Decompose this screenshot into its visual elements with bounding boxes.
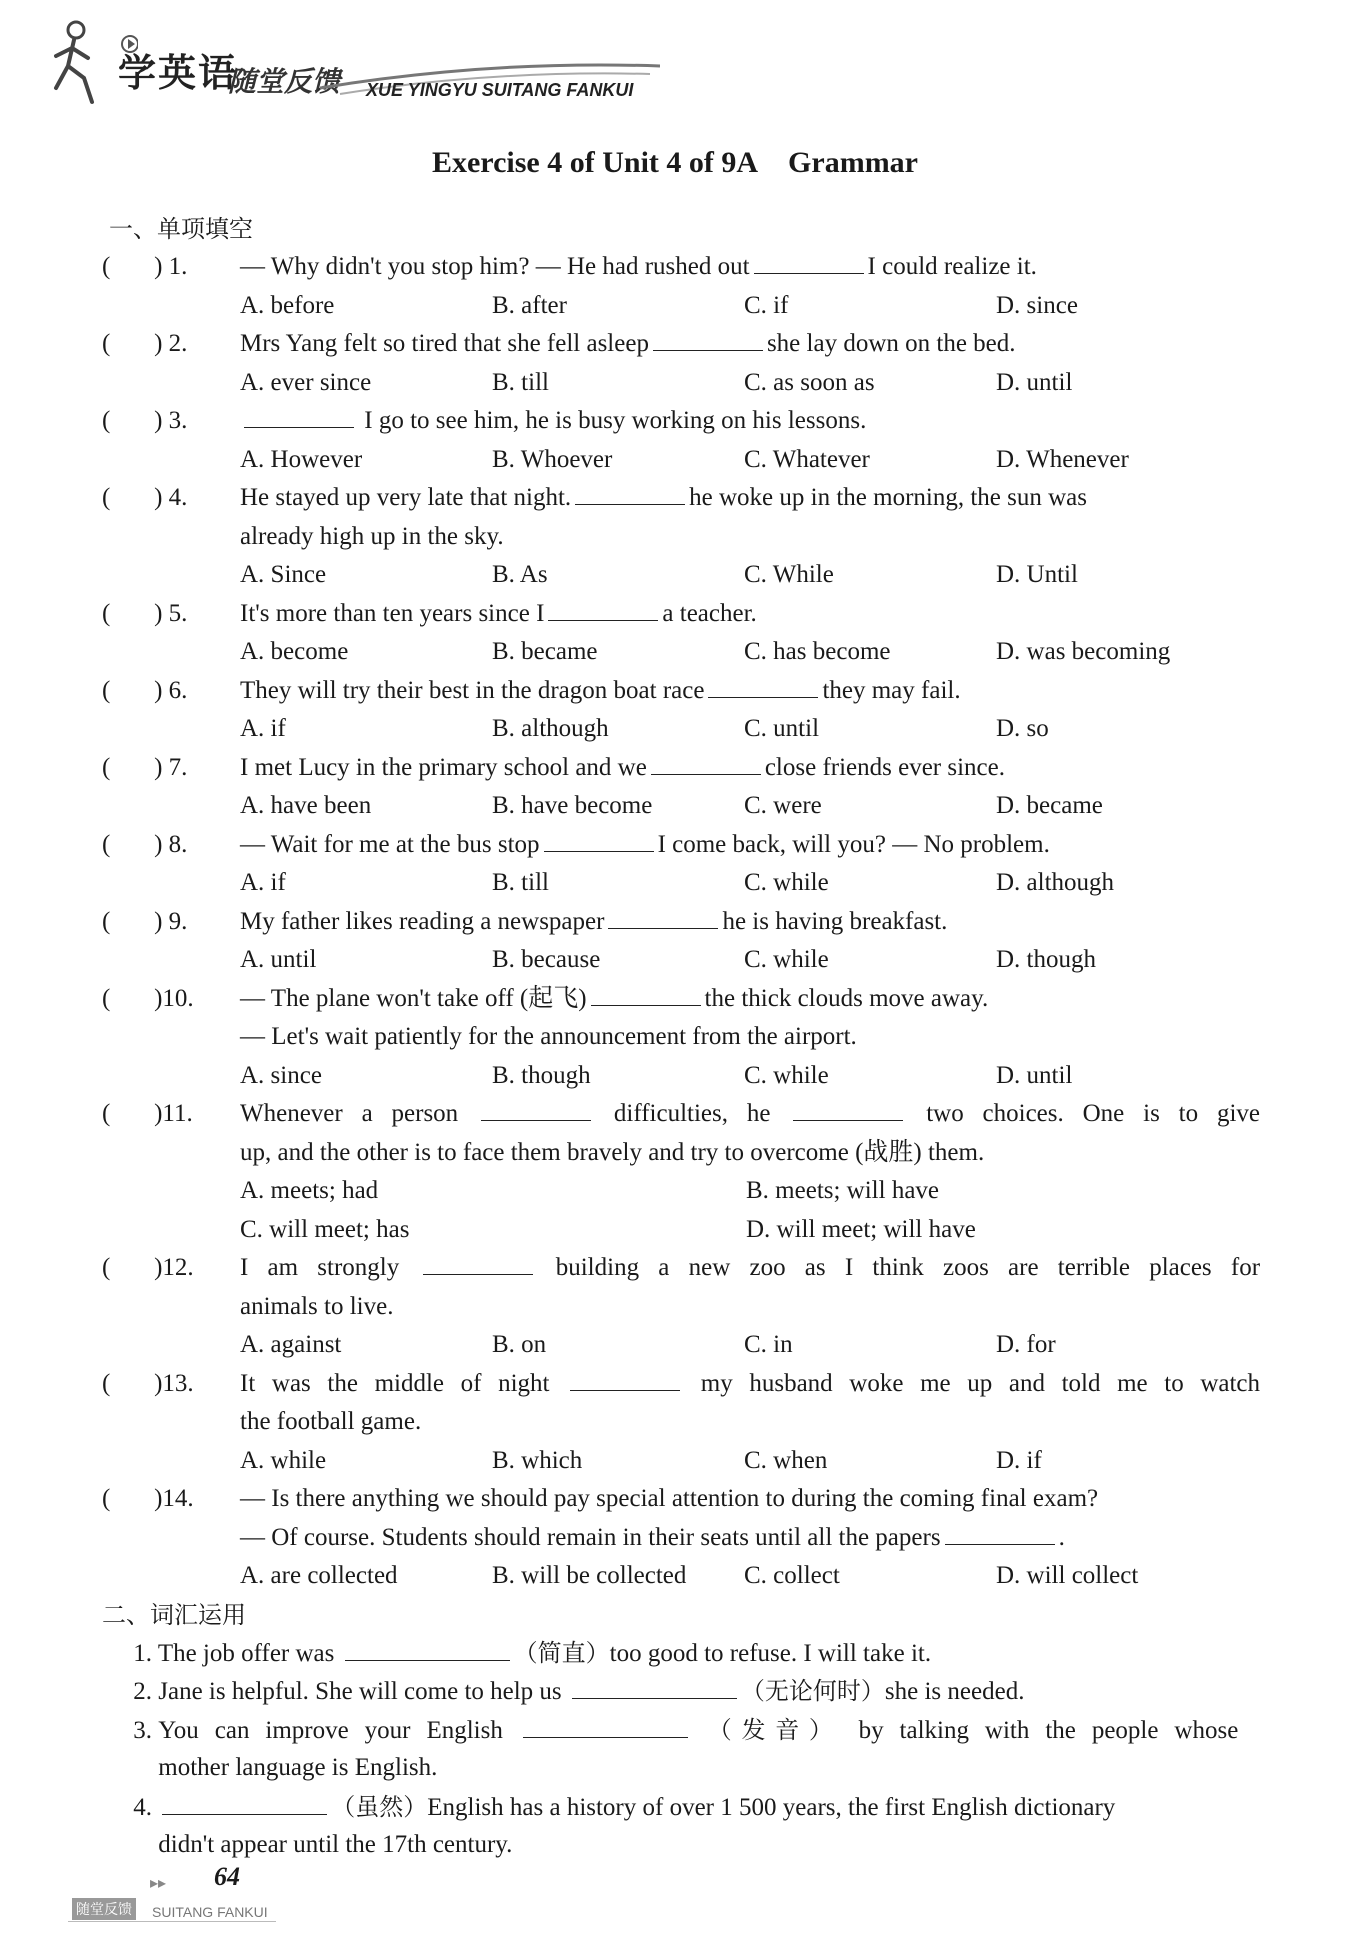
option-b[interactable]: B. As — [492, 561, 548, 588]
answer-blank[interactable] — [423, 1250, 533, 1275]
option-a[interactable]: A. are collected — [240, 1562, 398, 1589]
option-a[interactable]: A. However — [240, 445, 363, 473]
answer-blank[interactable] — [162, 1790, 327, 1815]
vocab-item-4: 4. （虽然）English has a history of over 1 500 years, the first English dictionary didn't appear until the 17th century. — [102, 1788, 1262, 1865]
option-d[interactable]: D. so — [996, 715, 1049, 742]
question-number: 13. — [162, 1369, 194, 1397]
question-1: ( ) 1. — Why didn't you stop him? — He had rushed out I could realize it. A. before B. after C. if D. since — [102, 248, 1262, 325]
answer-blank[interactable] — [570, 1366, 680, 1391]
option-c[interactable]: C. Whatever — [744, 445, 870, 473]
option-a[interactable]: A. ever since — [240, 368, 372, 396]
option-a[interactable]: A. become — [240, 638, 349, 665]
option-a[interactable]: A. until — [240, 946, 317, 973]
option-a[interactable]: A. if — [240, 869, 286, 896]
option-a[interactable]: A. have been — [240, 792, 372, 819]
answer-blank[interactable] — [708, 673, 818, 698]
section1-heading: 一、单项填空 — [109, 215, 253, 243]
option-b[interactable]: B. will be collected — [492, 1562, 687, 1589]
option-c[interactable]: C. if — [744, 291, 789, 319]
question-number: 8. — [168, 830, 188, 858]
option-d[interactable]: D. will meet; will have — [746, 1215, 976, 1243]
answer-blank[interactable] — [945, 1520, 1055, 1545]
option-d[interactable]: D. was becoming — [996, 638, 1171, 665]
option-a[interactable]: A. if — [240, 715, 286, 742]
option-d[interactable]: D. until — [996, 368, 1073, 396]
option-a[interactable]: A. since — [240, 1061, 322, 1089]
option-c[interactable]: C. will meet; has — [240, 1215, 410, 1243]
option-b[interactable]: B. till — [492, 869, 549, 896]
option-c[interactable]: C. in — [744, 1331, 793, 1358]
page-header — [0, 0, 1350, 120]
question-number: 12. — [162, 1254, 194, 1281]
option-d[interactable]: D. though — [996, 946, 1096, 973]
option-b[interactable]: B. because — [492, 946, 601, 973]
title-sub: Grammar — [788, 146, 918, 179]
section2-heading: 二、词汇运用 — [102, 1600, 246, 1629]
option-b[interactable]: B. till — [492, 368, 549, 396]
option-d[interactable]: D. Until — [996, 561, 1078, 588]
logo-chinese: 学英语 — [118, 51, 239, 95]
question-number: 5. — [168, 599, 188, 627]
option-d[interactable]: D. until — [996, 1061, 1073, 1089]
answer-blank[interactable] — [244, 403, 354, 428]
question-2: ( ) 2. Mrs Yang felt so tired that she fell asleep she lay down on the bed. A. ever since B. till C. as soon as D. until — [102, 325, 1262, 402]
option-a[interactable]: A. while — [240, 1446, 327, 1474]
vocab-item-1: 1. The job offer was （简直）too good to refuse. I will take it. — [102, 1634, 1262, 1673]
vocab-item-3: 3. You can improve your English （发音） by talking with the people whose mother language is English. — [102, 1711, 1262, 1788]
option-d[interactable]: D. if — [996, 1446, 1042, 1474]
answer-blank[interactable] — [608, 904, 718, 929]
question-6: ( ) 6. They will try their best in the dragon boat race they may fail. A. if B. although C. until D. so — [102, 672, 1262, 749]
answer-blank[interactable] — [345, 1636, 510, 1661]
footer-tag-cn: 随堂反馈 — [72, 1898, 136, 1920]
answer-blank[interactable] — [793, 1096, 903, 1121]
question-number: 2. — [168, 330, 188, 357]
question-number: 3. — [168, 407, 188, 434]
option-a[interactable]: A. against — [240, 1331, 342, 1358]
answer-blank[interactable] — [651, 750, 761, 775]
question-number: 14. — [162, 1485, 194, 1512]
question-10: ( )10. — The plane won't take off (起飞) the thick clouds move away. — Let's wait patiently for the announcement from the airport. A. since B. though C. while D. until — [102, 980, 1262, 1096]
title-main: Exercise 4 of Unit 4 of 9A — [431, 146, 759, 179]
logo-english: XUE YINGYU SUITANG FANKUI — [366, 80, 634, 100]
option-c[interactable]: C. as soon as — [744, 368, 875, 396]
option-d[interactable]: D. became — [996, 792, 1103, 819]
page-title — [0, 146, 1350, 180]
question-11: ( )11. Whenever a person difficulties, he two choices. One is to give up, and the other is to face them bravely and try to overcome (战胜) them. A. meets; had B. meets; will have C. will meet; has D. will meet; will have — [102, 1095, 1262, 1249]
logo-chinese-sub: 随堂反馈 — [228, 65, 341, 98]
question-number: 4. — [168, 484, 188, 511]
option-c[interactable]: C. were — [744, 792, 822, 819]
question-number: 9. — [168, 907, 188, 935]
answer-blank[interactable] — [481, 1096, 591, 1121]
option-b[interactable]: B. although — [492, 715, 609, 742]
vocab-item-2: 2. Jane is helpful. She will come to help us （无论何时）she is needed. — [102, 1672, 1262, 1711]
option-b[interactable]: B. on — [492, 1331, 547, 1358]
option-c[interactable]: C. has become — [744, 638, 891, 665]
option-c[interactable]: C. while — [744, 869, 829, 896]
answer-blank[interactable] — [653, 326, 763, 351]
question-number: 11. — [162, 1100, 193, 1127]
footer-tag-en: SUITANG FANKUI — [152, 1904, 268, 1920]
question-number: 10. — [162, 984, 194, 1012]
option-a[interactable]: A. meets; had — [240, 1177, 379, 1204]
answer-blank[interactable] — [548, 596, 658, 621]
option-a[interactable]: A. before — [240, 291, 335, 319]
answer-blank[interactable] — [523, 1713, 688, 1738]
option-b[interactable]: B. became — [492, 638, 598, 665]
question-3: ( ) 3. I go to see him, he is busy working on his lessons. A. However B. Whoever C. Whatever D. Whenever — [102, 402, 1262, 479]
answer-blank[interactable] — [754, 249, 864, 274]
option-d[interactable]: D. Whenever — [996, 445, 1129, 473]
question-number: 6. — [168, 676, 188, 704]
option-b[interactable]: B. though — [492, 1061, 591, 1089]
option-b[interactable]: B. after — [492, 291, 567, 319]
option-c[interactable]: C. when — [744, 1446, 828, 1474]
answer-blank[interactable] — [591, 981, 701, 1006]
option-c[interactable]: C. While — [744, 561, 834, 588]
worksheet-content — [102, 210, 1262, 1865]
option-d[interactable]: D. although — [996, 869, 1115, 896]
page-number: 64 — [214, 1862, 240, 1891]
question-7: ( ) 7. I met Lucy in the primary school and we close friends ever since. A. have been B. have become C. were D. became — [102, 749, 1262, 826]
answer-blank[interactable] — [575, 480, 685, 505]
option-c[interactable]: C. collect — [744, 1562, 840, 1589]
option-b[interactable]: B. Whoever — [492, 445, 613, 473]
question-8: ( ) 8. — Wait for me at the bus stop I come back, will you? — No problem. A. if B. till C. while D. although — [102, 826, 1262, 903]
question-4: ( ) 4. He stayed up very late that night. he woke up in the morning, the sun was already high up in the sky. A. Since B. As C. While D. Until — [102, 479, 1262, 595]
page-arrow-icon: ▸▸ — [150, 1875, 167, 1892]
option-c[interactable]: C. while — [744, 1061, 829, 1089]
option-c[interactable]: C. while — [744, 946, 829, 973]
question-number: 7. — [168, 753, 188, 781]
question-5: ( ) 5. It's more than ten years since I a teacher. A. become B. became C. has become D. was becoming — [102, 595, 1262, 672]
option-d[interactable]: D. for — [996, 1331, 1056, 1358]
question-9: ( ) 9. My father likes reading a newspaper he is having breakfast. A. until B. because C. while D. though — [102, 903, 1262, 980]
question-13: ( )13. It was the middle of night my husband woke me up and told me to watch the football game. A. while B. which C. when D. if — [102, 1365, 1262, 1481]
option-b[interactable]: B. which — [492, 1446, 583, 1474]
option-c[interactable]: C. until — [744, 715, 820, 742]
option-b[interactable]: B. have become — [492, 792, 653, 819]
question-number: 1. — [168, 253, 188, 280]
answer-blank[interactable] — [544, 827, 654, 852]
option-b[interactable]: B. meets; will have — [746, 1177, 940, 1204]
answer-blank[interactable] — [572, 1674, 737, 1699]
question-12: ( )12. I am strongly building a new zoo as I think zoos are terrible places for animals to live. A. against B. on C. in D. for — [102, 1249, 1262, 1365]
option-d[interactable]: D. since — [996, 291, 1078, 319]
question-14: ( )14. — Is there anything we should pay special attention to during the coming final exam? — Of course. Students should remain in their seats until all the papers . A. are collected B. will be collected C. collect D. will collect — [102, 1480, 1262, 1596]
option-d[interactable]: D. will collect — [996, 1562, 1139, 1589]
option-a[interactable]: A. Since — [240, 561, 327, 588]
